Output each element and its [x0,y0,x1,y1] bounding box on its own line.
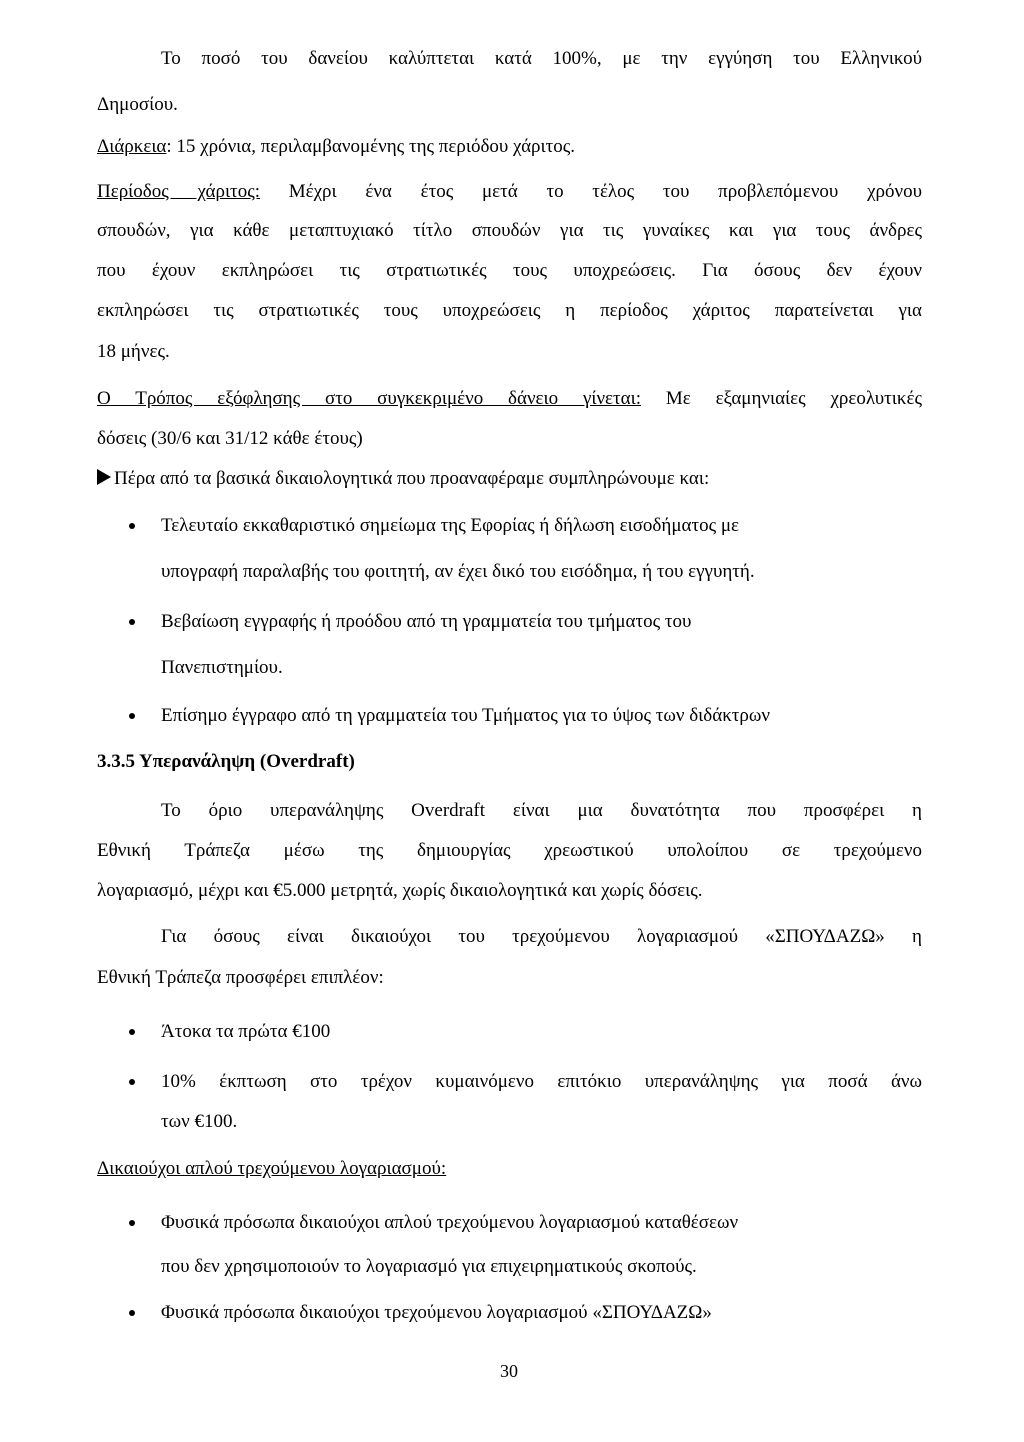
grace-period-line1 [97,180,922,204]
repayment-line1 [97,387,922,411]
bullet-icon [129,619,135,625]
paragraph-loan-guarantee-line1: Το ποσό του δανείου καλύπτεται κατά 100%, με την εγγύηση του Ελληνικού [161,48,922,69]
bullet3-line1: Επίσημο έγγραφο από τη γραμματεία του Τμήματος για το ύψος των διδάκτρων [161,705,770,726]
bullet2-line1: Βεβαίωση εγγραφής ή προόδου από τη γραμματεία του τμήματος του [161,611,692,632]
grace-period-line4: εκπληρώσει τις στρατιωτικές τους υποχρεώσεις η περίοδος χάριτος παρατείνεται για [97,300,922,321]
bullet-icon [129,713,135,719]
additional-docs-text: Πέρα από τα βασικά δικαιολογητικά που προαναφέραμε συμπληρώνουμε και: [114,468,710,489]
grace-period-line2: σπουδών, για κάθε μεταπτυχιακό τίτλο σπουδών για τις γυναίκες και για τους άνδρες [97,220,922,241]
bullet1-line1: Τελευταίο εκκαθαριστικό σημείωμα της Εφορίας ή δήλωση εισοδήματος με [161,515,740,536]
duration-text: : 15 χρόνια, περιλαμβανομένης της περιόδου χάριτος. [166,136,576,157]
bullet5-line2: των €100. [161,1111,238,1132]
paragraph-loan-guarantee-line2: Δημοσίου. [97,94,178,115]
grace-period-line5: 18 μήνες. [97,341,170,362]
bullet4-line1: Άτοκα τα πρώτα €100 [161,1021,331,1042]
bullet-icon [129,523,135,529]
arrow-right-icon [97,469,111,485]
grace-text-1: Μέχρι ένα έτος μετά το τέλος του προβλεπόμενου χρόνου [260,181,922,202]
grace-label: Περίοδος χάριτος: [97,181,260,202]
eligible-heading: Δικαιούχοι απλού τρεχούμενου λογαριασμού: [97,1158,447,1179]
bullet1-line2: υπογραφή παραλαβής του φοιτητή, αν έχει δικό του εισόδημα, ή του εγγυητή. [161,561,755,582]
overdraft-line1: Το όριο υπερανάληψης Overdraft είναι μια δυνατότητα που προσφέρει η [161,800,922,821]
section-heading-overdraft: 3.3.5 Υπερανάληψη (Overdraft) [97,751,355,772]
bullet-icon [129,1029,135,1035]
page-number: 30 [500,1361,518,1381]
bullet-icon [129,1310,135,1316]
duration-label: Διάρκεια [97,136,167,157]
bullet2-line2: Πανεπιστημίου. [161,657,283,678]
repayment-text-1: Με εξαμηνιαίες χρεολυτικές [641,388,922,409]
spoudazo-line1: Για όσους είναι δικαιούχοι του τρεχούμενου λογαριασμού «ΣΠΟΥΔΑΖΩ» η [161,926,922,947]
spoudazo-line2: Εθνική Τράπεζα προσφέρει επιπλέον: [97,967,384,988]
bullet6-line2: που δεν χρησιμοποιούν το λογαριασμό για επιχειρηματικούς σκοπούς. [161,1256,697,1277]
repayment-line2: δόσεις (30/6 και 31/12 κάθε έτους) [97,428,363,449]
bullet5-line1: 10% έκπτωση στο τρέχον κυμαινόμενο επιτόκιο υπερανάληψης για ποσά άνω [161,1071,922,1092]
duration-line [97,135,575,159]
bullet6-line1: Φυσικά πρόσωπα δικαιούχοι απλού τρεχούμενου λογαριασμού καταθέσεων [161,1212,739,1233]
bullet7-line1: Φυσικά πρόσωπα δικαιούχοι τρεχούμενου λογαριασμού «ΣΠΟΥΔΑΖΩ» [161,1302,712,1323]
repayment-label: Ο Τρόπος εξόφλησης στο συγκεκριμένο δάνειο γίνεται: [97,388,642,409]
overdraft-line3: λογαριασμό, μέχρι και €5.000 μετρητά, χωρίς δικαιολογητικά και χωρίς δόσεις. [97,880,703,901]
bullet-icon [129,1220,135,1226]
bullet-icon [129,1079,135,1085]
grace-period-line3: που έχουν εκπληρώσει τις στρατιωτικές τους υποχρεώσεις. Για όσους δεν έχουν [97,260,922,281]
additional-docs-intro [97,467,709,491]
overdraft-line2: Εθνική Τράπεζα μέσω της δημιουργίας χρεωστικού υπολοίπου σε τρεχούμενο [97,840,922,861]
